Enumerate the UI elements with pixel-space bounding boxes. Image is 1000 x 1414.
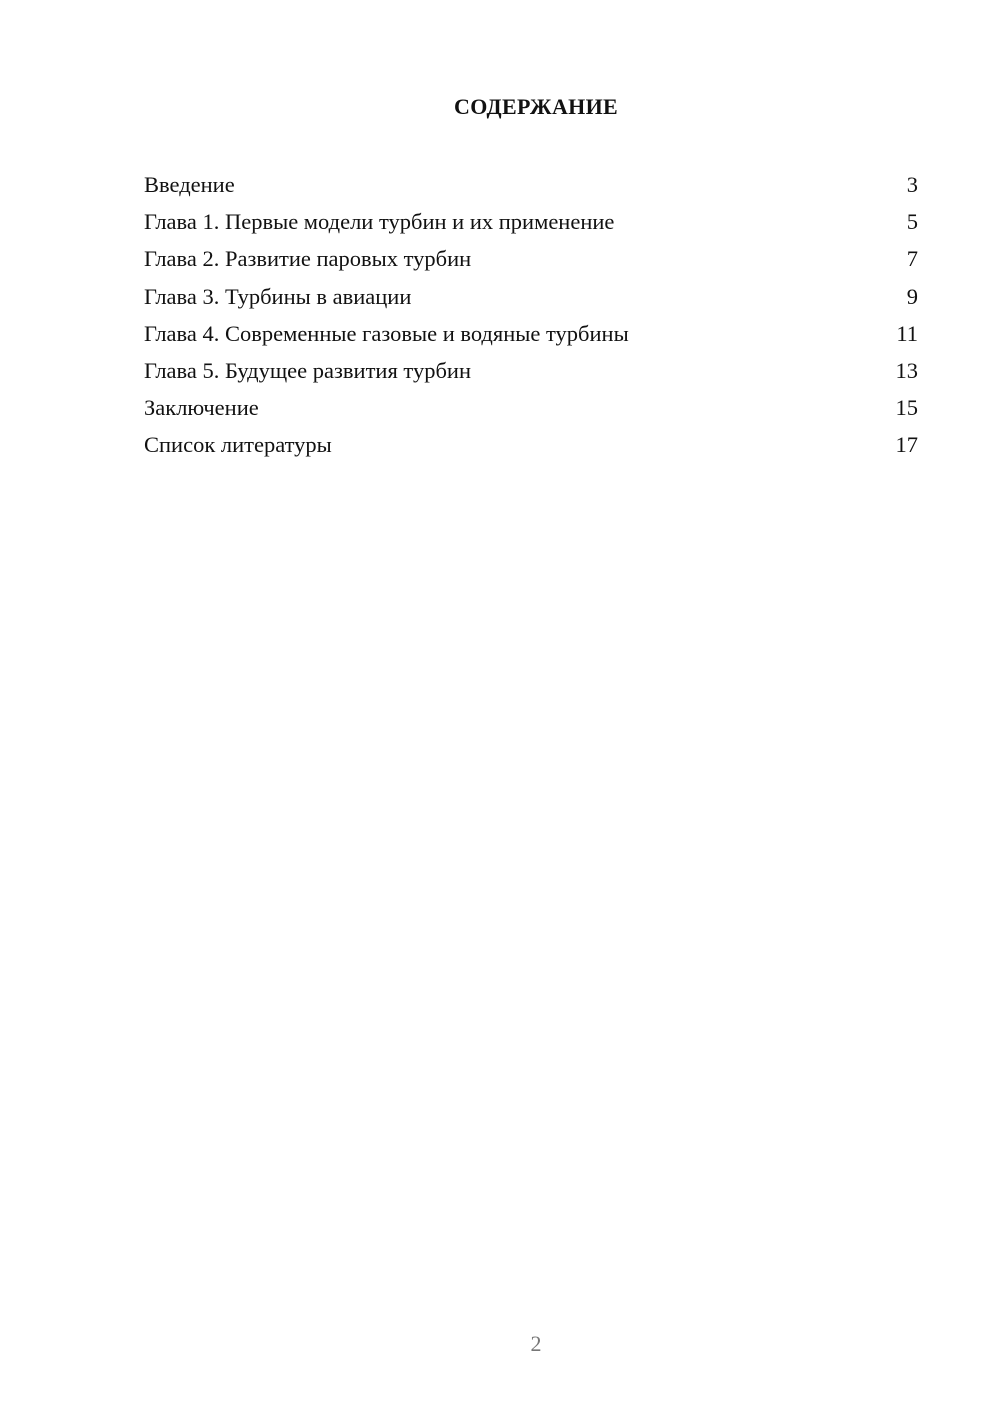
toc-entry — [144, 389, 918, 426]
toc-entry-label: Список литературы — [144, 432, 332, 458]
toc-entry — [144, 426, 918, 463]
toc-entry-page: 17 — [895, 432, 918, 458]
page-number: 2 — [530, 1331, 542, 1356]
toc-entry — [144, 203, 918, 240]
toc-entry-page: 13 — [895, 357, 918, 383]
toc-entry — [144, 240, 918, 277]
toc-entry-page: 9 — [906, 283, 918, 309]
toc-entry-label: Глава 4. Современные газовые и водяные турбины — [144, 320, 629, 346]
page-title: СОДЕРЖАНИЕ — [454, 94, 618, 119]
toc-entry — [144, 315, 918, 352]
toc-entry-page: 11 — [896, 320, 918, 346]
toc-entry — [144, 278, 918, 315]
toc-entry — [144, 352, 918, 389]
toc-entry-label: Введение — [144, 172, 235, 197]
toc-entry-label: Глава 1. Первые модели турбин и их применение — [144, 209, 615, 235]
toc-entry-page: 15 — [895, 395, 918, 421]
toc-entry-label: Заключение — [144, 395, 259, 421]
toc-entry-page: 5 — [906, 209, 918, 235]
toc-entry-label: Глава 5. Будущее развития турбин — [144, 357, 471, 383]
table-of-contents — [144, 166, 918, 464]
toc-entry-label: Глава 3. Турбины в авиации — [144, 283, 412, 309]
toc-entry — [144, 166, 918, 203]
toc-entry-page: 3 — [906, 172, 918, 197]
toc-entry-label: Глава 2. Развитие паровых турбин — [144, 246, 472, 272]
toc-entry-page: 7 — [906, 246, 918, 272]
